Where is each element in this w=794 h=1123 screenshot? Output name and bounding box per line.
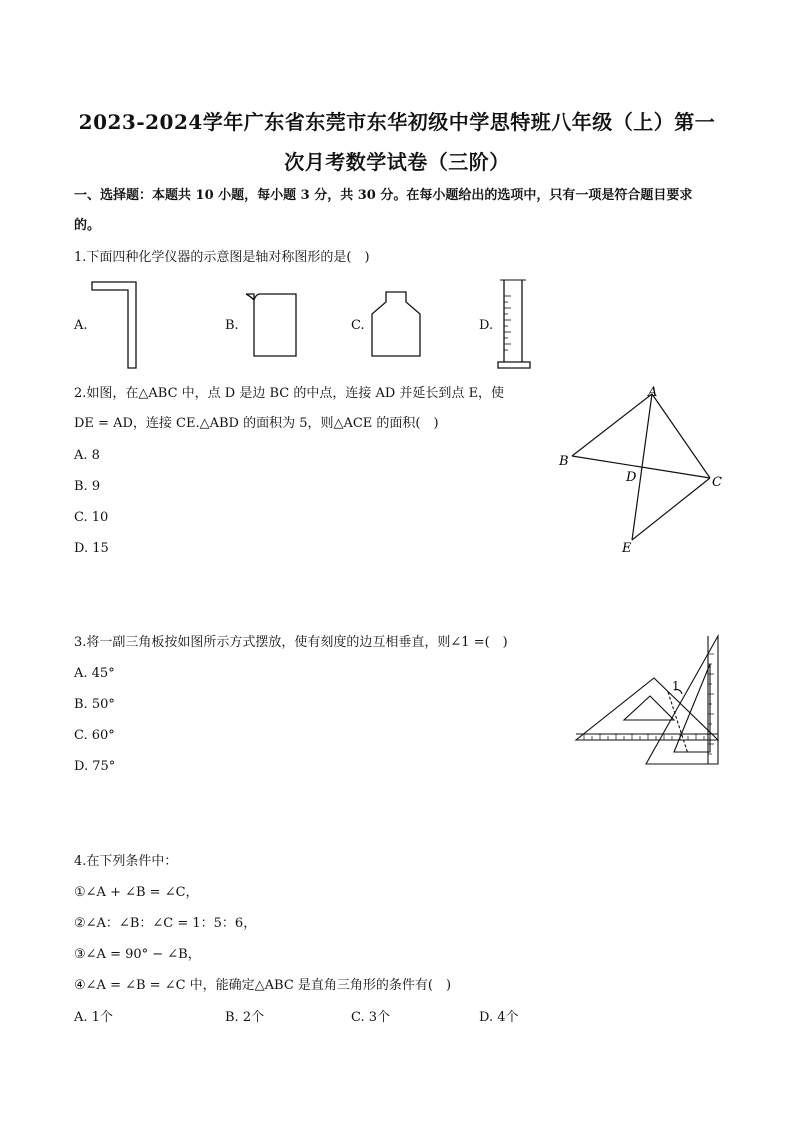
q1-option-a: A. bbox=[74, 318, 88, 333]
q4-condition-4: ④∠A = ∠B = ∠C 中，能确定△ABC 是直角三角形的条件有( ) bbox=[74, 978, 452, 993]
q2-stem-line1: 2.如图，在△ABC 中，点 D 是边 BC 的中点，连接 AD 并延长到点 E，使 bbox=[74, 386, 505, 401]
q1-figure-d bbox=[496, 278, 536, 372]
q2-label-b: B bbox=[559, 454, 569, 469]
q2-stem-line2: DE = AD，连接 CE.△ABD 的面积为 5，则△ACE 的面积( ) bbox=[74, 416, 439, 431]
page-title-line1: 2023-2024学年广东省东莞市东华初级中学思特班八年级（上）第一 bbox=[78, 110, 716, 134]
q4-option-c: C. 3个 bbox=[351, 1010, 391, 1025]
q3-option-b: B. 50° bbox=[74, 697, 115, 712]
q3-option-a: A. 45° bbox=[74, 666, 115, 681]
q1-stem: 1.下面四种化学仪器的示意图是轴对称图形的是( ) bbox=[74, 250, 370, 265]
q2-option-c: C. 10 bbox=[74, 510, 109, 525]
q1-figure-c bbox=[368, 290, 424, 360]
q1-option-c: C. bbox=[351, 318, 365, 333]
q4-stem: 4.在下列条件中： bbox=[74, 854, 178, 869]
q1-option-d: D. bbox=[479, 318, 494, 333]
q2-figure bbox=[552, 382, 732, 558]
q1-figure-b bbox=[244, 290, 300, 360]
section-header-line1: 一、选择题：本题共 10 小题，每小题 3 分，共 30 分。在每小题给出的选项中，只有一项是符合题目要求 bbox=[74, 188, 693, 203]
q2-option-d: D. 15 bbox=[74, 541, 109, 556]
q3-figure bbox=[574, 634, 724, 768]
q1-figure-a bbox=[90, 280, 140, 372]
q4-condition-2: ②∠A：∠B：∠C = 1：5：6， bbox=[74, 916, 257, 931]
q2-option-a: A. 8 bbox=[74, 448, 100, 463]
q3-stem: 3.将一副三角板按如图所示方式摆放，使有刻度的边互相垂直，则∠1 =( ) bbox=[74, 635, 508, 650]
q4-option-b: B. 2个 bbox=[225, 1010, 265, 1025]
q2-label-d: D bbox=[626, 470, 637, 485]
q2-label-c: C bbox=[712, 475, 722, 490]
page-title-line2: 次月考数学试卷（三阶） bbox=[284, 150, 510, 174]
q4-condition-3: ③∠A = 90° − ∠B， bbox=[74, 947, 201, 962]
q2-label-a: A bbox=[648, 385, 658, 400]
section-header-line2: 的。 bbox=[74, 218, 101, 233]
q3-angle-label: 1 bbox=[672, 679, 680, 693]
q4-option-a: A. 1个 bbox=[74, 1010, 113, 1025]
q4-condition-1: ①∠A + ∠B = ∠C， bbox=[74, 885, 199, 900]
q2-label-e: E bbox=[622, 541, 632, 556]
q3-option-c: C. 60° bbox=[74, 728, 115, 743]
q3-option-d: D. 75° bbox=[74, 759, 116, 774]
q1-option-b: B. bbox=[225, 318, 239, 333]
q2-option-b: B. 9 bbox=[74, 479, 101, 494]
q4-option-d: D. 4个 bbox=[479, 1010, 519, 1025]
